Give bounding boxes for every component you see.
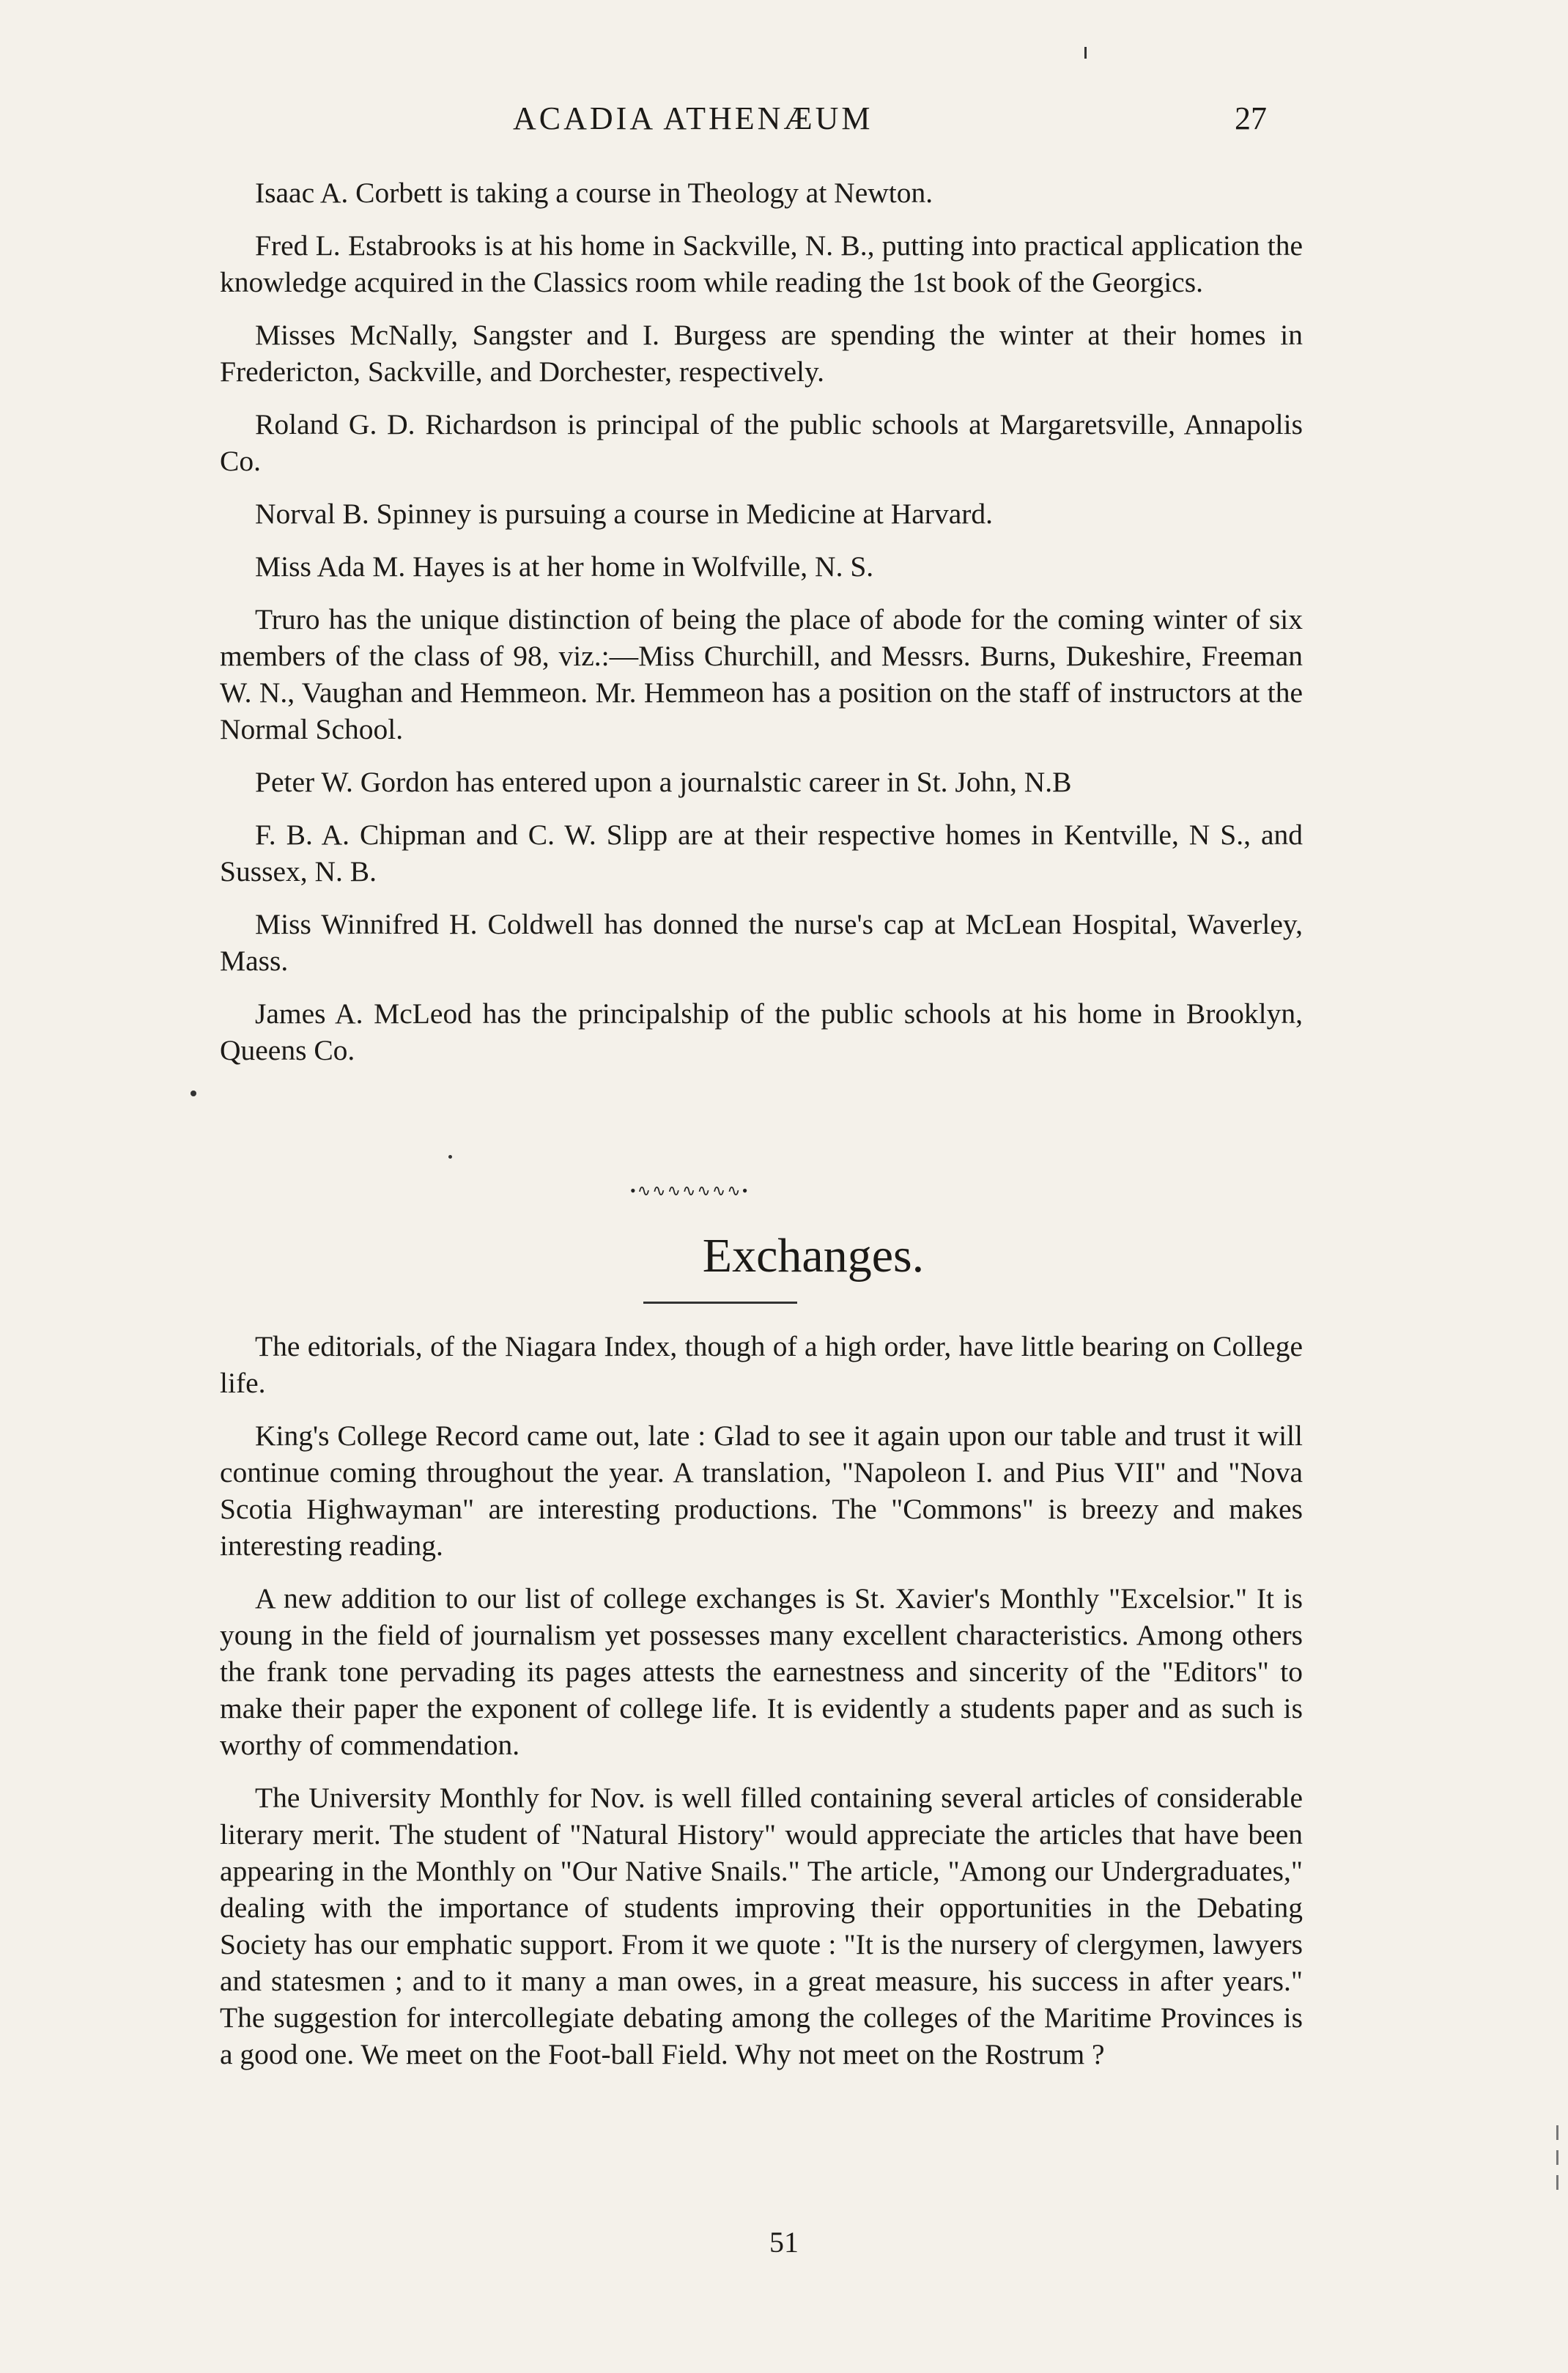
exchange-item: The University Monthly for Nov. is well filled containing several articles of considerable literary merit. The student of "Natural History" would appreciate the articles that have been appearing in the Monthly on "Our Native Snails." The article, "Among our Undergraduates," dealing with the importance of students improving their opportunities in the Debating Society has our emphatic support. From it we quote : "It is the nursery of clergymen, lawyers and statesmen ; and to it many a man owes, in a great measure, his success in after years." The suggestion for intercollegiate debating among the colleges of the Maritime Provinces is a good one. We meet on the Foot-ball Field. Why not meet on the Rostrum ? — [220, 1782, 1303, 2070]
personal-item: Fred L. Estabrooks is at his home in Sackville, N. B., putting into practical application the knowledge acquired in the Classics room while reading the 1st book of the Georgics. — [220, 229, 1303, 298]
edge-mark — [1556, 2175, 1558, 2190]
edge-mark — [1556, 2125, 1558, 2140]
exchange-item: The editorials, of the Niagara Index, though of a high order, have little bearing on College life. — [220, 1330, 1303, 1399]
exchanges-section — [220, 1328, 1303, 2089]
exchange-item: King's College Record came out, late : Glad to see it again upon our table and trust it will continue coming throughout the year. A translation, "Napoleon I. and Pius VII" and "Nova Scotia Highwayman" are interesting productions. The "Commons" is breezy and makes interesting reading. — [220, 1420, 1303, 1562]
personal-item: Misses McNally, Sangster and I. Burgess are spending the winter at their homes in Fredericton, Sackville, and Dorchester, respectively. — [220, 319, 1303, 388]
stray-mark — [1084, 47, 1087, 59]
personal-item: James A. McLeod has the principalship of the public schools at his home in Brooklyn, Queens Co. — [220, 997, 1303, 1066]
page-header — [0, 100, 1568, 144]
section-ornament: •∿∿∿∿∿∿∿• — [630, 1181, 750, 1200]
scan-edge-marks — [1556, 2125, 1559, 2200]
running-title: ACADIA ATHENÆUM — [513, 100, 873, 136]
personal-item: Miss Ada M. Hayes is at her home in Wolfville, N. S. — [255, 550, 874, 583]
personal-item: F. B. A. Chipman and C. W. Slipp are at their respective homes in Kentville, N S., and Sussex, N. B. — [220, 819, 1303, 887]
personal-item: Peter W. Gordon has entered upon a journalstic career in St. John, N.B — [255, 766, 1072, 798]
edge-mark — [1556, 2150, 1558, 2165]
personal-item: Roland G. D. Richardson is principal of the public schools at Margaretsville, Annapolis Co. — [220, 408, 1303, 477]
title-rule — [643, 1302, 797, 1304]
personal-item: Miss Winnifred H. Coldwell has donned the nurse's cap at McLean Hospital, Waverley, Mass. — [220, 908, 1303, 977]
personal-item: Norval B. Spinney is pursuing a course in Medicine at Harvard. — [255, 498, 994, 530]
personals-section — [220, 174, 1303, 1085]
exchange-item: A new addition to our list of college exchanges is St. Xavier's Monthly "Excelsior." It is young in the field of journalism yet possesses many excellent characteristics. Among others the frank tone pervading its pages attests the earnestness and sincerity of the "Editors" to make their paper the exponent of college life. It is evidently a students paper and as such is worthy of commendation. — [220, 1582, 1303, 1761]
personal-item: Isaac A. Corbett is taking a course in Theology at Newton. — [255, 177, 933, 209]
section-title — [0, 1228, 1568, 1284]
stray-mark — [191, 1090, 196, 1096]
personal-item: Truro has the unique distinction of being the place of abode for the coming winter of six members of the class of 98, viz.:—Miss Churchill, and Messrs. Burns, Dukeshire, Freeman W. N., Vaughan and Hemmeon. Mr. Hemmeon has a position on the staff of instructors at the Normal School. — [220, 603, 1303, 745]
page-number: 27 — [1235, 100, 1267, 136]
folio-number: 51 — [769, 2226, 799, 2259]
stray-mark — [448, 1155, 452, 1159]
section-title-text: Exchanges. — [702, 1229, 925, 1283]
